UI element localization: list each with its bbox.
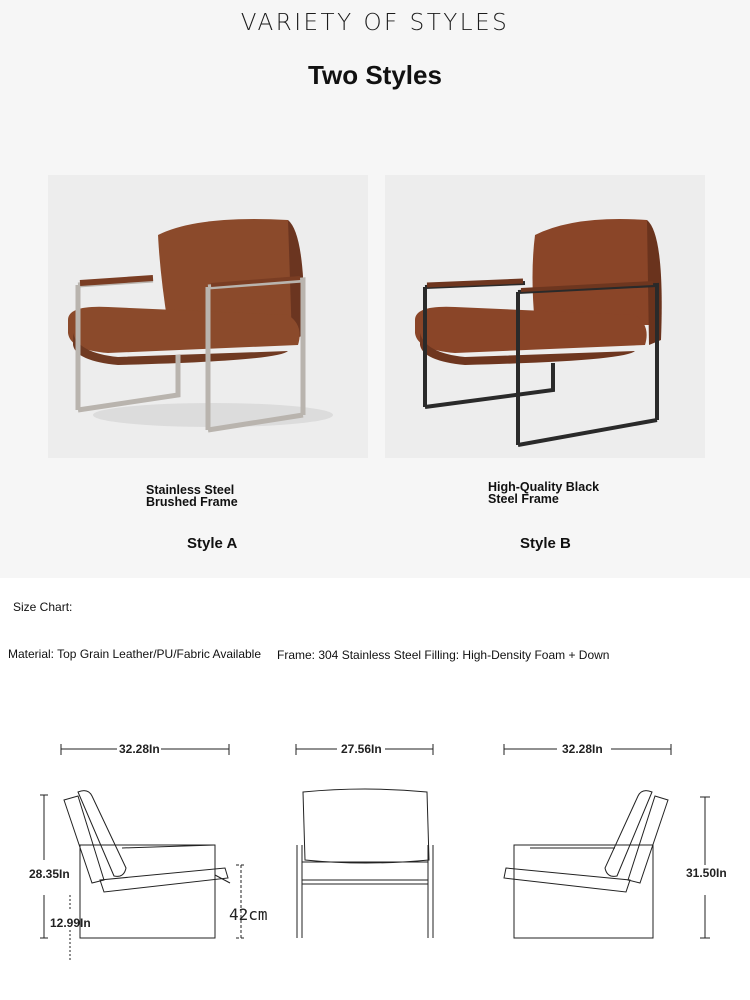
style-b-caption [488, 481, 599, 505]
size-chart-label: Size Chart: [13, 600, 73, 614]
seat-height-label: 12.99In [50, 916, 91, 930]
dimension-drawings [0, 700, 750, 1000]
style-a-caption [146, 484, 238, 508]
style-a-chair-image [48, 175, 368, 458]
style-b-chair-image [385, 175, 705, 458]
style-b-caption-line2: Steel Frame [488, 492, 559, 506]
right-width-label: 32.28In [562, 742, 603, 756]
style-a-label: Style A [187, 535, 238, 552]
style-b-label: Style B [520, 535, 571, 552]
frame-filling-spec: Frame: 304 Stainless Steel Filling: High-Density Foam + Down [277, 648, 610, 662]
section-kicker: VARIETY OF STYLES [240, 10, 510, 36]
style-a-caption-line2: Brushed Frame [146, 495, 238, 509]
style-a-caption-line1: Stainless Steel [146, 483, 235, 497]
style-b-caption-line1: High-Quality Black [488, 480, 600, 494]
front-width-label: 27.56In [341, 742, 382, 756]
left-width-label: 32.28In [119, 742, 160, 756]
material-spec: Material: Top Grain Leather/PU/Fabric Available [8, 647, 262, 661]
seat-height-cm-label: 42cm [229, 905, 268, 924]
right-height-label: 31.50In [686, 866, 727, 880]
left-height-label: 28.35In [29, 867, 70, 881]
section-title: Two Styles [308, 60, 442, 90]
